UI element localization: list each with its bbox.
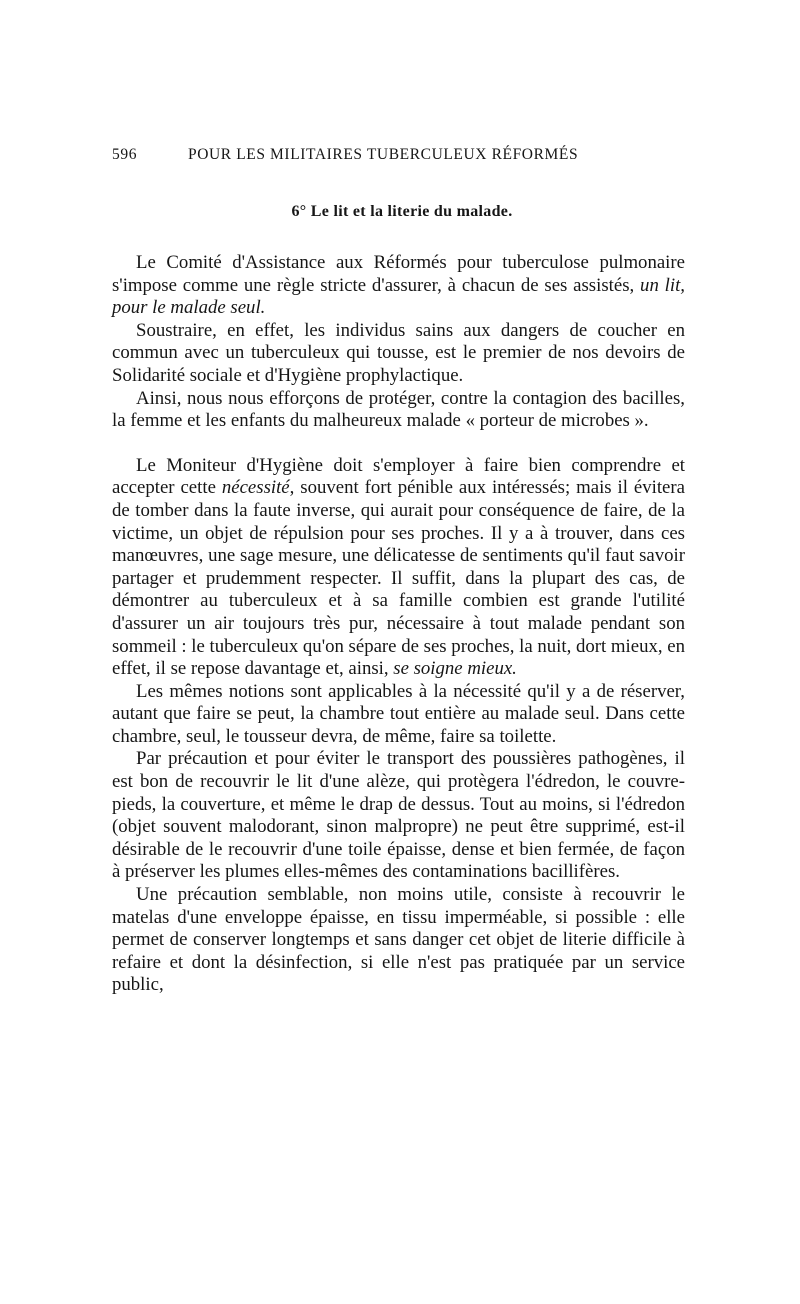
paragraph-4-before: Le Moniteur d'Hygiène doit s'employer à faire bien comprendre et accepter cette <box>112 454 685 499</box>
paragraph-4-emphasis-necessite: nécessité <box>221 477 290 499</box>
paragraph-3: Ainsi, nous nous efforçons de protéger, contre la contagion des bacilles, la femme et les enfants du malheureux malade « porteur de microbes ». <box>112 387 685 432</box>
paragraph-5: Les mêmes notions sont applicables à la nécessité qu'il y a de réserver, autant que faire se peut, la chambre tout entière au malade seul. Dans cette chambre, seul, le tousseur devra, de même, faire sa toilette. <box>112 680 685 747</box>
paragraph-7: Une précaution semblable, non moins utile, consiste à recouvrir le matelas d'une enveloppe épaisse, en tissu imperméable, si possible : elle permet de conserver longtemps et sans danger cet objet de literie difficile à refaire et dont la désinfection, si elle n'est pas pratiquée par un service public, <box>112 884 685 996</box>
section-title: 6° Le lit et la literie du malade. <box>291 203 513 220</box>
page-number: 596 <box>112 146 138 163</box>
paragraph-1 <box>112 252 685 320</box>
page-header <box>112 146 632 164</box>
paragraph-4-emphasis-soigne: se soigne mieux. <box>393 658 517 680</box>
paragraph-6: Par précaution et pour éviter le transport des poussières pathogènes, il est bon de recouvrir le lit d'une alèze, qui protègera l'édredon, le couvre-pieds, la couverture, et même le drap de dessus. Tout au moins, si l'édredon (objet souvent malodorant, sinon malpropre) ne peut être supprimé, est-il désirable de le recouvrir d'une toile épaisse, dense et bien fermée, de façon à préserver les plumes elles-mêmes des contaminations bacillifères. <box>112 748 685 883</box>
body-text <box>112 252 685 997</box>
paragraph-4 <box>112 455 685 681</box>
paragraph-1-emphasis: un lit, pour le malade seul. <box>112 274 686 319</box>
paragraph-2: Soustraire, en effet, les individus sains aux dangers de coucher en commun avec un tuberculeux qui tousse, est le premier de nos devoirs de Solidarité sociale et d'Hygiène prophylactique. <box>112 319 685 386</box>
paragraph-1-text: Le Comité d'Assistance aux Réformés pour tuberculose pulmonaire s'impose comme une règle stricte d'assurer, à chacun de ses assistés, <box>112 252 685 296</box>
running-title: POUR LES MILITAIRES TUBERCULEUX RÉFORMÉS <box>188 146 579 163</box>
paragraph-4-middle: , souvent fort pénible aux intéressés; mais il évitera de tomber dans la faute inverse, qui aurait pour conséquence de faire, de la victime, un objet de répulsion pour ses proches. Il y a à trouver, dans ces manœuvres, une sage mesure, une délicatesse de sentiments qu'il faut savoir partager et prudemment respecter. Il suffit, dans la plupart des cas, de démontrer au tuberculeux et à sa famille combien est grande l'utilité d'assurer un air toujours très pur, nécessaire à tout malade pendant son sommeil : le tuberculeux qu'on sépare de ses proches, la nuit, dort mieux, en effet, il se repose davantage et, ainsi, <box>112 477 685 680</box>
